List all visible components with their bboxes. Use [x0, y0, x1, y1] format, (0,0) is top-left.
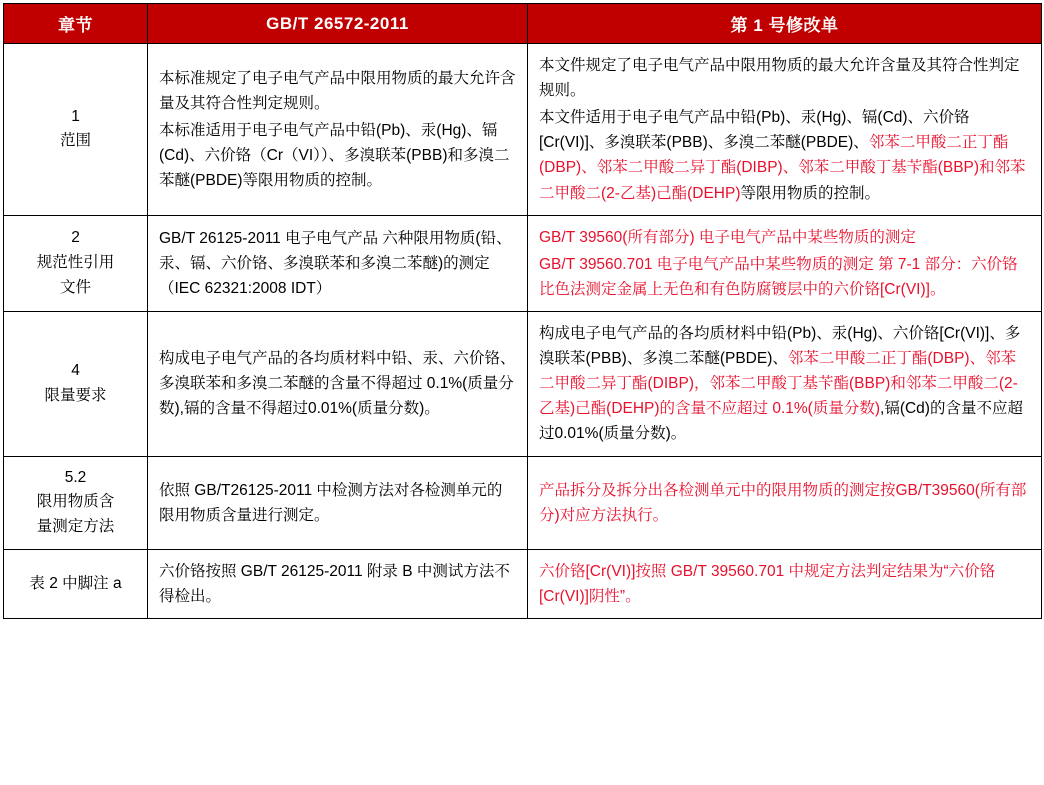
amended-text-run: 六价铬[Cr(VI)]按照 GB/T 39560.701 中规定方法判定结果为“六价铬[Cr(VI)]阴性”。	[539, 562, 996, 606]
standard-text-cell	[148, 44, 528, 216]
text-run: 等限用物质的控制。	[740, 184, 881, 202]
table-row	[4, 311, 1042, 456]
paragraph	[539, 105, 1030, 205]
amendment-text-cell	[528, 215, 1042, 311]
section-label-line: 量测定方法	[36, 518, 115, 536]
paragraph	[539, 559, 1030, 609]
amendment-text-cell	[528, 456, 1042, 549]
paragraph	[539, 321, 1030, 447]
paragraph: 本标准适用于电子电气产品中铅(Pb)、汞(Hg)、镉(Cd)、六价铬（Cr（VI））、多溴联苯(PBB)和多溴二苯醚(PBDE)等限用物质的控制。	[159, 121, 510, 189]
section-cell	[4, 44, 148, 216]
standard-text-cell	[148, 456, 528, 549]
paragraph: 本标准规定了电子电气产品中限用物质的最大允许含量及其符合性判定规则。	[159, 69, 516, 112]
text-run: 本文件规定了电子电气产品中限用物质的最大允许含量及其符合性判定规则。	[539, 57, 1020, 100]
table-body	[4, 44, 1042, 619]
column-header-standard: GB/T 26572-2011	[148, 4, 528, 44]
column-header-amendment: 第 1 号修改单	[528, 4, 1042, 44]
section-label-line: 限量要求	[44, 386, 107, 404]
section-cell	[4, 311, 148, 456]
amendment-text-cell	[528, 44, 1042, 216]
section-label-line: 范围	[59, 132, 91, 150]
text-run: 本文件适用于电子电气产品中铅(Pb)、汞(Hg)、镉(Cd)、六价铬[Cr(VI)]、多溴联苯(PBB)、多溴二苯醚(PBDE)、	[539, 109, 970, 152]
section-label-line: 1	[71, 107, 80, 125]
section-label-line: 表 2 中脚注 a	[29, 574, 122, 592]
section-label-line: 2	[71, 229, 80, 247]
amended-text-run: GB/T 39560.701 电子电气产品中某些物质的测定 第 7-1 部分：六价铬 比色法测定金属上无色和有色防腐镀层中的六价铬[Cr(VI)]。	[539, 255, 1018, 298]
table-row	[4, 44, 1042, 216]
amendment-text-cell	[528, 549, 1042, 618]
section-cell	[4, 215, 148, 311]
text-run: ,镉(Cd)的含量不应超过0.01%(质量分数)。	[539, 400, 1023, 443]
amendment-text-cell	[528, 311, 1042, 456]
table-row	[4, 549, 1042, 618]
text-run: 构成电子电气产品的各均质材料中铅(Pb)、汞(Hg)、六价铬[Cr(VI)]、多溴联苯(PBB)、多溴二苯醚(PBDE)、	[539, 324, 1021, 368]
section-label-line: 文件	[59, 278, 91, 296]
amended-text-run: 邻苯二甲酸二正丁酯(DBP)、邻苯二甲酸二异丁酯(DIBP)，邻苯二甲酸丁基苄酯(BBP)和邻苯二甲酸二(2-乙基)己酯(DEHP)的含量不应超过 0.1%(质量分数)	[539, 350, 1018, 418]
paragraph	[539, 478, 1030, 528]
section-cell	[4, 456, 148, 549]
section-label-line: 规范性引用	[36, 253, 115, 271]
amended-text-run: GB/T 39560(所有部分) 电子电气产品中某些物质的测定	[539, 228, 916, 246]
amended-text-run: 产品拆分及拆分出各检测单元中的限用物质的测定按GB/T39560(所有部分)对应方法执行。	[539, 481, 1027, 524]
table-row	[4, 215, 1042, 311]
paragraph: 依照 GB/T26125-2011 中检测方法对各检测单元的限用物质含量进行测定。	[159, 481, 503, 524]
section-label-line: 5.2	[64, 468, 87, 486]
section-label-line: 4	[71, 361, 80, 379]
paragraph	[539, 225, 1030, 250]
comparison-table	[3, 3, 1042, 619]
section-label-line: 限用物质含	[36, 493, 115, 511]
table-header-row	[4, 4, 1042, 44]
column-header-section: 章节	[4, 4, 148, 44]
standard-text-cell	[148, 549, 528, 618]
paragraph	[539, 53, 1030, 103]
section-cell	[4, 549, 148, 618]
standard-text-cell	[148, 215, 528, 311]
standard-text-cell	[148, 311, 528, 456]
paragraph: 六价铬按照 GB/T 26125-2011 附录 B 中测试方法不得检出。	[159, 562, 510, 606]
paragraph: 构成电子电气产品的各均质材料中铅、汞、六价铬、多溴联苯和多溴二苯醚的含量不得超过 0.1%(质量分数),镉的含量不得超过0.01%(质量分数)。	[159, 350, 516, 418]
paragraph: GB/T 26125-2011 电子电气产品 六种限用物质(铅、汞、镉、六价铬、多溴联苯和多溴二苯醚)的测定（IEC 62321:2008 IDT）	[159, 229, 512, 297]
amended-text-run: 邻苯二甲酸二正丁酯(DBP)、邻苯二甲酸二异丁酯(DIBP)、邻苯二甲酸丁基苄酯(BBP)和邻苯二甲酸二(2-乙基)己酯(DEHP)	[539, 134, 1026, 202]
paragraph	[539, 252, 1030, 302]
table-row	[4, 456, 1042, 549]
